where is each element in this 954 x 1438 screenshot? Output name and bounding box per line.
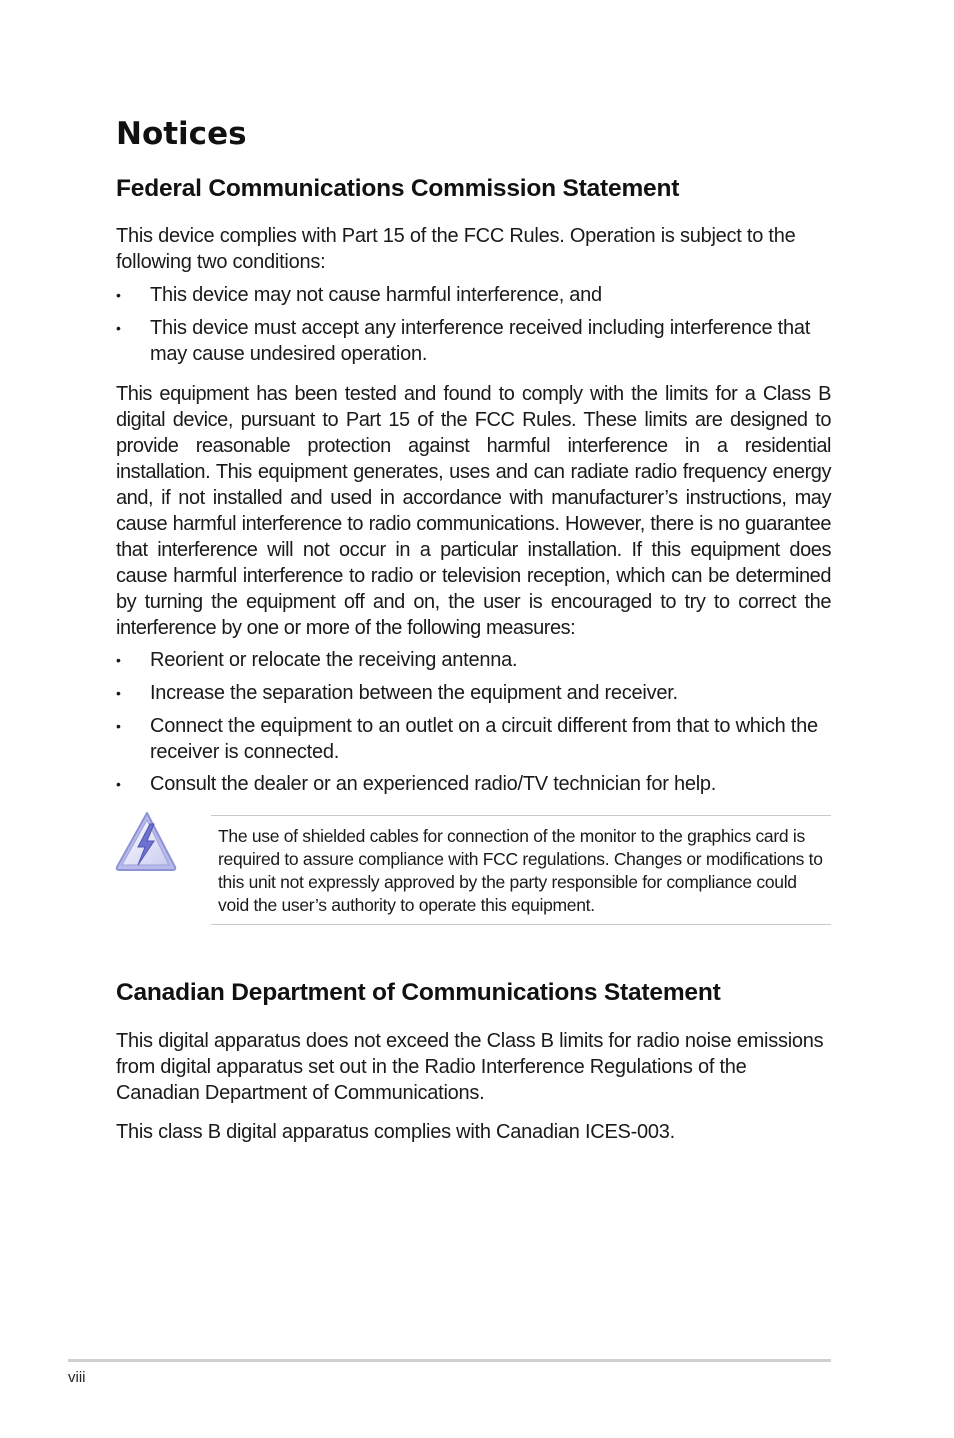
fcc-intro: This device complies with Part 15 of the FCC Rules. Operation is subject to the following two conditions:	[116, 225, 796, 273]
bullet-dot: •	[116, 776, 121, 792]
page-title: Notices	[116, 116, 247, 152]
bullet-dot: •	[116, 685, 121, 701]
list-item	[116, 647, 831, 673]
list-item	[116, 680, 831, 706]
fcc-heading: Federal Communications Commission Statement	[116, 175, 680, 202]
fcc-equipment-paragraph: This equipment has been tested and found to comply with the limits for a Class B digital device, pursuant to Part 15 of the FCC Rules. These limits are designed to provide reasonable protection against harmful interference in a residential installation. This equipment generates, uses and can radiate radio frequency energy and, if not installed and used in accordance with manufacturer’s instructions, may cause harmful interference to radio communications. However, there is no guarantee that interference will not occur in a particular installation. If this equipment does cause harmful interference to radio or television reception, which can be determined by turning the equipment off and on, the user is encouraged to try to correct the interference by one or more of the following measures:	[116, 383, 831, 639]
bullet-dot: •	[116, 652, 121, 668]
list-item	[116, 771, 831, 797]
warning-lightning-icon	[114, 810, 178, 872]
canada-paragraph-1: This digital apparatus does not exceed the Class B limits for radio noise emissions from digital apparatus set out in the Radio Interference Regulations of the Canadian Department of Communications.	[116, 1030, 824, 1104]
page-number: viii	[68, 1369, 86, 1386]
bullet-dot: •	[116, 287, 121, 303]
list-item-text: Connect the equipment to an outlet on a circuit different from that to which the receiver is connected.	[150, 715, 818, 763]
canada-paragraph-2: This class B digital apparatus complies with Canadian ICES-003.	[116, 1121, 675, 1143]
list-item-text: This device may not cause harmful interference, and	[150, 284, 602, 306]
list-item-text: Increase the separation between the equipment and receiver.	[150, 682, 678, 704]
note-box	[211, 815, 831, 925]
list-item	[116, 315, 831, 367]
list-item	[116, 713, 831, 765]
bullet-dot: •	[116, 718, 121, 734]
canada-heading: Canadian Department of Communications Statement	[116, 979, 721, 1006]
footer-rule	[68, 1359, 831, 1362]
list-item-text: Consult the dealer or an experienced radio/TV technician for help.	[150, 773, 717, 795]
list-item	[116, 282, 831, 308]
list-item-text: This device must accept any interference received including interference that may cause undesired operation.	[150, 317, 810, 365]
list-item-text: Reorient or relocate the receiving antenna.	[150, 649, 518, 671]
bullet-dot: •	[116, 320, 121, 336]
note-text: The use of shielded cables for connection of the monitor to the graphics card is required to assure compliance with FCC regulations. Changes or modifications to this unit not expressly approved by the party responsible for compliance could void the user’s authority to operate this equipment.	[218, 826, 823, 915]
